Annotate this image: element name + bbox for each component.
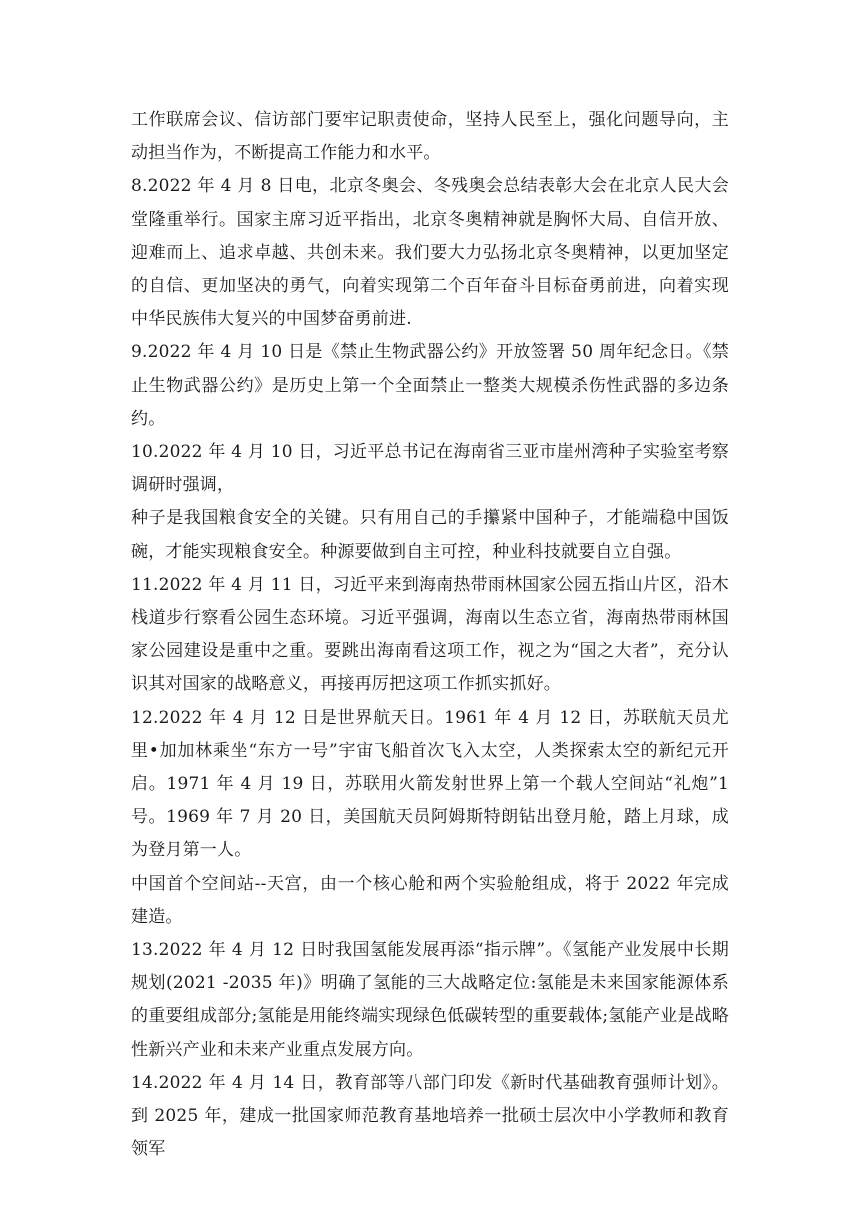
paragraph-7: 12.2022 年 4 月 12 日是世界航天日。1961 年 4 月 12 日，苏联航天员尤里•加加林乘坐“东方一号”宇宙飞船首次飞入太空，人类探索太空的新纪元开启。1971 年 4 月 19 日，苏联用火箭发射世界上第一个载人空间站“礼炮”1 号。1969 年 7 月 20 日，美国航天员阿姆斯特朗钻出登月舱，踏上月球，成为登月第一人。 — [131, 707, 729, 861]
document-body — [131, 104, 729, 1167]
paragraph-10: 14.2022 年 4 月 14 日，教育部等八部门印发《新时代基础教育强师计划》。到 2025 年，建成一批国家师范教育基地培养一批硕士层次中小学教师和教育领军 — [131, 1072, 729, 1160]
paragraph-3: 9.2022 年 4 月 10 日是《禁止生物武器公约》开放签署 50 周年纪念日。《禁止生物武器公约》是历史上第一个全面禁止一整类大规模杀伤性武器的多边条约。 — [131, 342, 729, 429]
paragraph-4: 10.2022 年 4 月 10 日，习近平总书记在海南省三亚市崖州湾种子实验室考察调研时强调， — [131, 442, 729, 496]
paragraph-5: 种子是我国粮食安全的关键。只有用自己的手攥紧中国种子，才能端稳中国饭碗，才能实现粮食安全。种源要做到自主可控，种业科技就要自立自强。 — [131, 508, 729, 562]
paragraph-2: 8.2022 年 4 月 8 日电，北京冬奥会、冬残奥会总结表彰大会在北京人民大会堂隆重举行。国家主席习近平指出，北京冬奥精神就是胸怀大局、自信开放、迎难而上、追求卓越、共创未来。我们要大力弘扬北京冬奥精神，以更加坚定的自信、更加坚决的勇气，向着实现第二个百年奋斗目标奋勇前进，向着实现中华民族伟大复兴的中国梦奋勇前进. — [131, 176, 729, 330]
paragraph-8: 中国首个空间站--天宫，由一个核心舱和两个实验舱组成，将于 2022 年完成建造。 — [131, 873, 729, 927]
paragraph-9: 13.2022 年 4 月 12 日时我国氢能发展再添“指示牌”。《氢能产业发展中长期规划(2021 -2035 年)》明确了氢能的三大战略定位:氢能是未来国家能源体系的重要组成部分;氢能是用能终端实现绿色低碳转型的重要载体;氢能产业是战略性新兴产业和未来产业重点发展方向。 — [131, 940, 729, 1060]
paragraph-6: 11.2022 年 4 月 11 日，习近平来到海南热带雨林国家公园五指山片区，沿木栈道步行察看公园生态环境。习近平强调，海南以生态立省，海南热带雨林国家公园建设是重中之重。要跳出海南看这项工作，视之为“国之大者”，充分认识其对国家的战略意义，再接再厉把这项工作抓实抓好。 — [131, 574, 729, 695]
paragraph-1: 工作联席会议、信访部门要牢记职责使命，坚持人民至上，强化问题导向，主动担当作为，不断提高工作能力和水平。 — [131, 110, 729, 164]
